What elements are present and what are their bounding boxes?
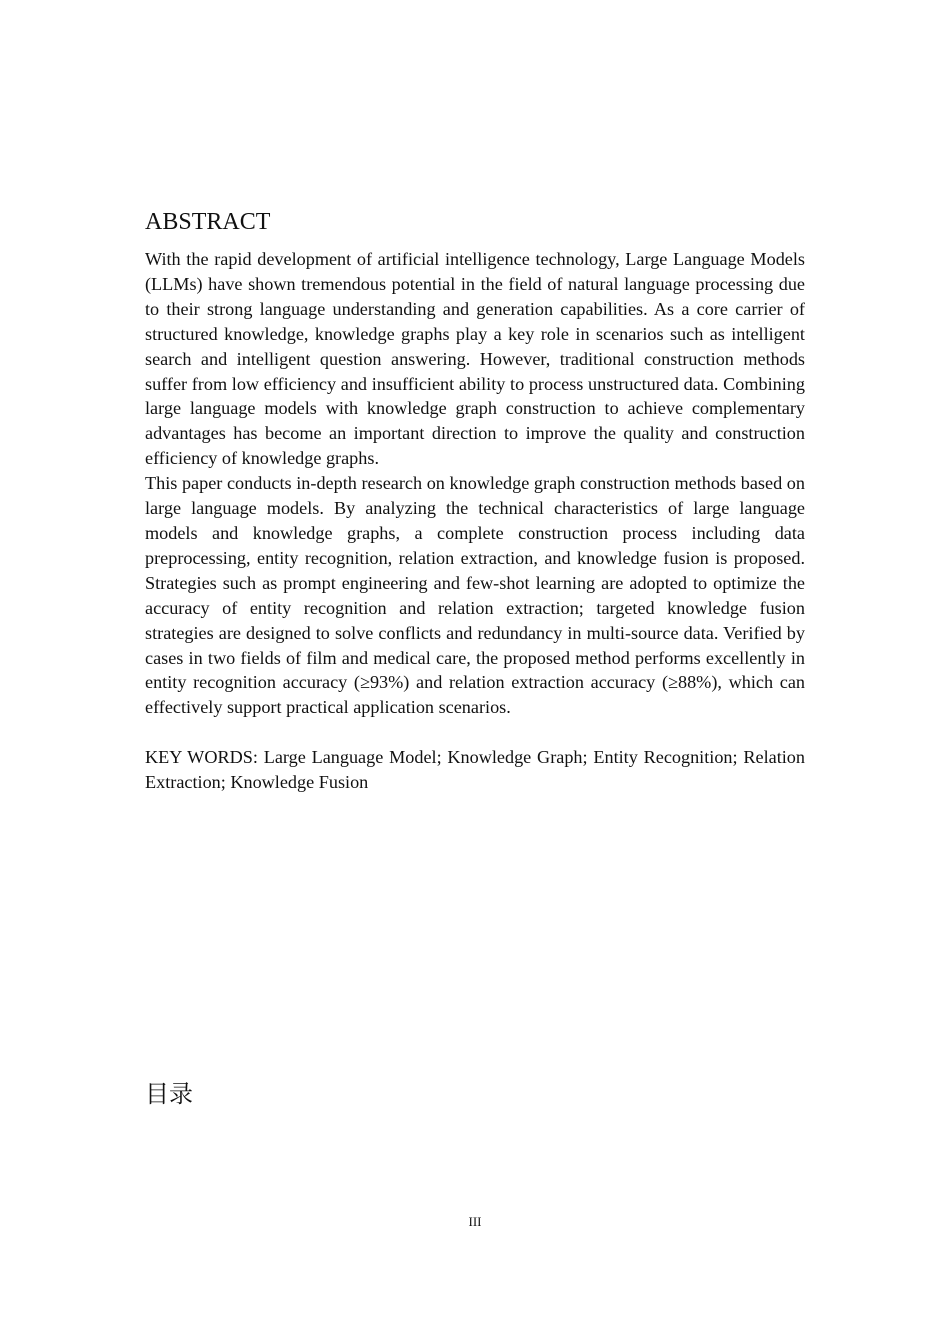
abstract-paragraph-1: With the rapid development of artificial intelligence technology, Large Language Models (LLMs) have shown tremendous potential in the field of natural language processing due to their strong language understanding and generation capabilities. As a core carrier of structured knowledge, knowledge graphs play a key role in scenarios such as intelligent search and intelligent question answering. However, traditional construction methods suffer from low efficiency and insufficient ability to process unstructured data. Combining large language models with knowledge graph construction to achieve complementary advantages has become an important direction to improve the quality and construction efficiency of knowledge graphs. [145, 249, 805, 469]
toc-heading: 目录 [145, 1080, 193, 1108]
page-number: III [468, 1214, 482, 1229]
abstract-paragraph-2: This paper conducts in-depth research on knowledge graph construction methods based on large language models. By analyzing the technical characteristics of large language models and knowledge graphs, a complete construction process including data preprocessing, entity recognition, relation extraction, and knowledge fusion is proposed. Strategies such as prompt engineering and few-shot learning are adopted to optimize the accuracy of entity recognition and relation extraction; targeted knowledge fusion strategies are designed to solve conflicts and redundancy in multi-source data. Verified by cases in two fields of film and medical care, the proposed method performs excellently in entity recognition accuracy (≥93%) and relation extraction accuracy (≥88%), which can effectively support practical application scenarios. [145, 473, 805, 718]
abstract-body [145, 247, 805, 720]
abstract-keywords: KEY WORDS: Large Language Model; Knowledge Graph; Entity Recognition; Relation Extraction; Knowledge Fusion [145, 747, 805, 792]
abstract-heading: ABSTRACT [145, 209, 271, 235]
